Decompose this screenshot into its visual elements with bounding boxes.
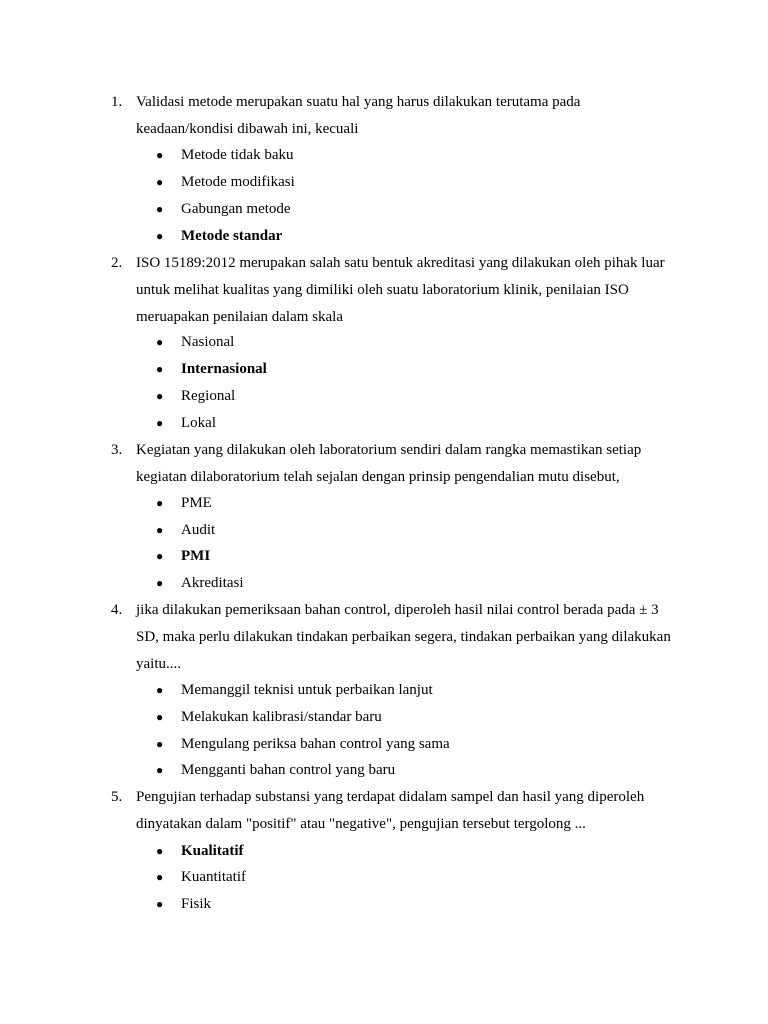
bullet-icon: ●: [156, 763, 164, 777]
question-number: 5.: [111, 789, 123, 805]
question-number: 2.: [111, 255, 123, 271]
question-text: jika dilakukan pemeriksaan bahan control, diperoleh hasil nilai control berada pada ± 3 SD, maka perlu dilakukan tindakan perbaikan segera, tindakan perbaikan yang dilakukan yaitu....: [136, 602, 671, 672]
bullet-icon: ●: [156, 870, 164, 884]
bullet-icon: ●: [156, 229, 164, 243]
option-item: [0, 329, 768, 356]
option-item: [0, 570, 768, 597]
option-item: [0, 383, 768, 410]
option-item: [0, 169, 768, 196]
bullet-icon: ●: [156, 362, 164, 376]
option-label: Fisik: [181, 896, 212, 912]
option-label: Regional: [181, 388, 236, 404]
question-text: Pengujian terhadap substansi yang terdapat didalam sampel dan hasil yang diperoleh dinyatakan dalam "positif" atau "negative", pengujian tersebut tergolong ...: [136, 789, 645, 832]
option-item: [0, 410, 768, 437]
bullet-icon: ●: [156, 175, 164, 189]
bullet-icon: ●: [156, 148, 164, 162]
option-label: Lokal: [181, 415, 216, 431]
option-label: Memanggil teknisi untuk perbaikan lanjut: [181, 682, 433, 698]
bullet-icon: ●: [156, 897, 164, 911]
option-item-answer: [0, 543, 768, 570]
bullet-icon: ●: [156, 202, 164, 216]
option-item-answer: [0, 223, 768, 250]
option-item: [0, 142, 768, 169]
bullet-icon: ●: [156, 710, 164, 724]
bullet-icon: ●: [156, 576, 164, 590]
question-number: 4.: [111, 602, 123, 618]
option-label: Nasional: [181, 334, 235, 350]
option-label: Metode modifikasi: [181, 174, 295, 190]
option-label: Akreditasi: [181, 575, 244, 591]
question-number: 1.: [111, 94, 123, 110]
question-text: Kegiatan yang dilakukan oleh laboratorium sendiri dalam rangka memastikan setiap kegiatan dilaboratorium telah sejalan dengan prinsip pengendalian mutu disebut,: [136, 442, 642, 485]
option-label: Kuantitatif: [181, 869, 246, 885]
option-label: Internasional: [181, 361, 267, 377]
option-item: [0, 757, 768, 784]
option-item: [0, 490, 768, 517]
option-item-answer: [0, 356, 768, 383]
question-number: 3.: [111, 442, 123, 458]
option-label: Kualitatif: [181, 843, 244, 859]
option-item: [0, 731, 768, 758]
option-label: Metode tidak baku: [181, 147, 294, 163]
option-label: Audit: [181, 522, 216, 538]
option-item: [0, 196, 768, 223]
bullet-icon: ●: [156, 335, 164, 349]
option-item: [0, 677, 768, 704]
option-label: Gabungan metode: [181, 201, 291, 217]
option-label: Metode standar: [181, 228, 283, 244]
option-item: [0, 891, 768, 918]
option-item-answer: [0, 838, 768, 865]
bullet-icon: ●: [156, 496, 164, 510]
bullet-icon: ●: [156, 844, 164, 858]
option-label: PME: [181, 495, 212, 511]
option-label: Mengulang periksa bahan control yang sama: [181, 736, 450, 752]
bullet-icon: ●: [156, 683, 164, 697]
question-text: ISO 15189:2012 merupakan salah satu bentuk akreditasi yang dilakukan oleh pihak luar untuk melihat kualitas yang dimiliki oleh suatu laboratorium klinik, penilaian ISO meruapakan penilaian dalam skala: [136, 255, 665, 325]
bullet-icon: ●: [156, 737, 164, 751]
bullet-icon: ●: [156, 549, 164, 563]
bullet-icon: ●: [156, 389, 164, 403]
question-text: Validasi metode merupakan suatu hal yang harus dilakukan terutama pada keadaan/kondisi dibawah ini, kecuali: [136, 94, 581, 137]
option-label: PMI: [181, 548, 211, 564]
option-label: Melakukan kalibrasi/standar baru: [181, 709, 382, 725]
option-item: [0, 517, 768, 544]
bullet-icon: ●: [156, 416, 164, 430]
option-label: Mengganti bahan control yang baru: [181, 762, 396, 778]
option-item: [0, 704, 768, 731]
bullet-icon: ●: [156, 523, 164, 537]
option-item: [0, 864, 768, 891]
